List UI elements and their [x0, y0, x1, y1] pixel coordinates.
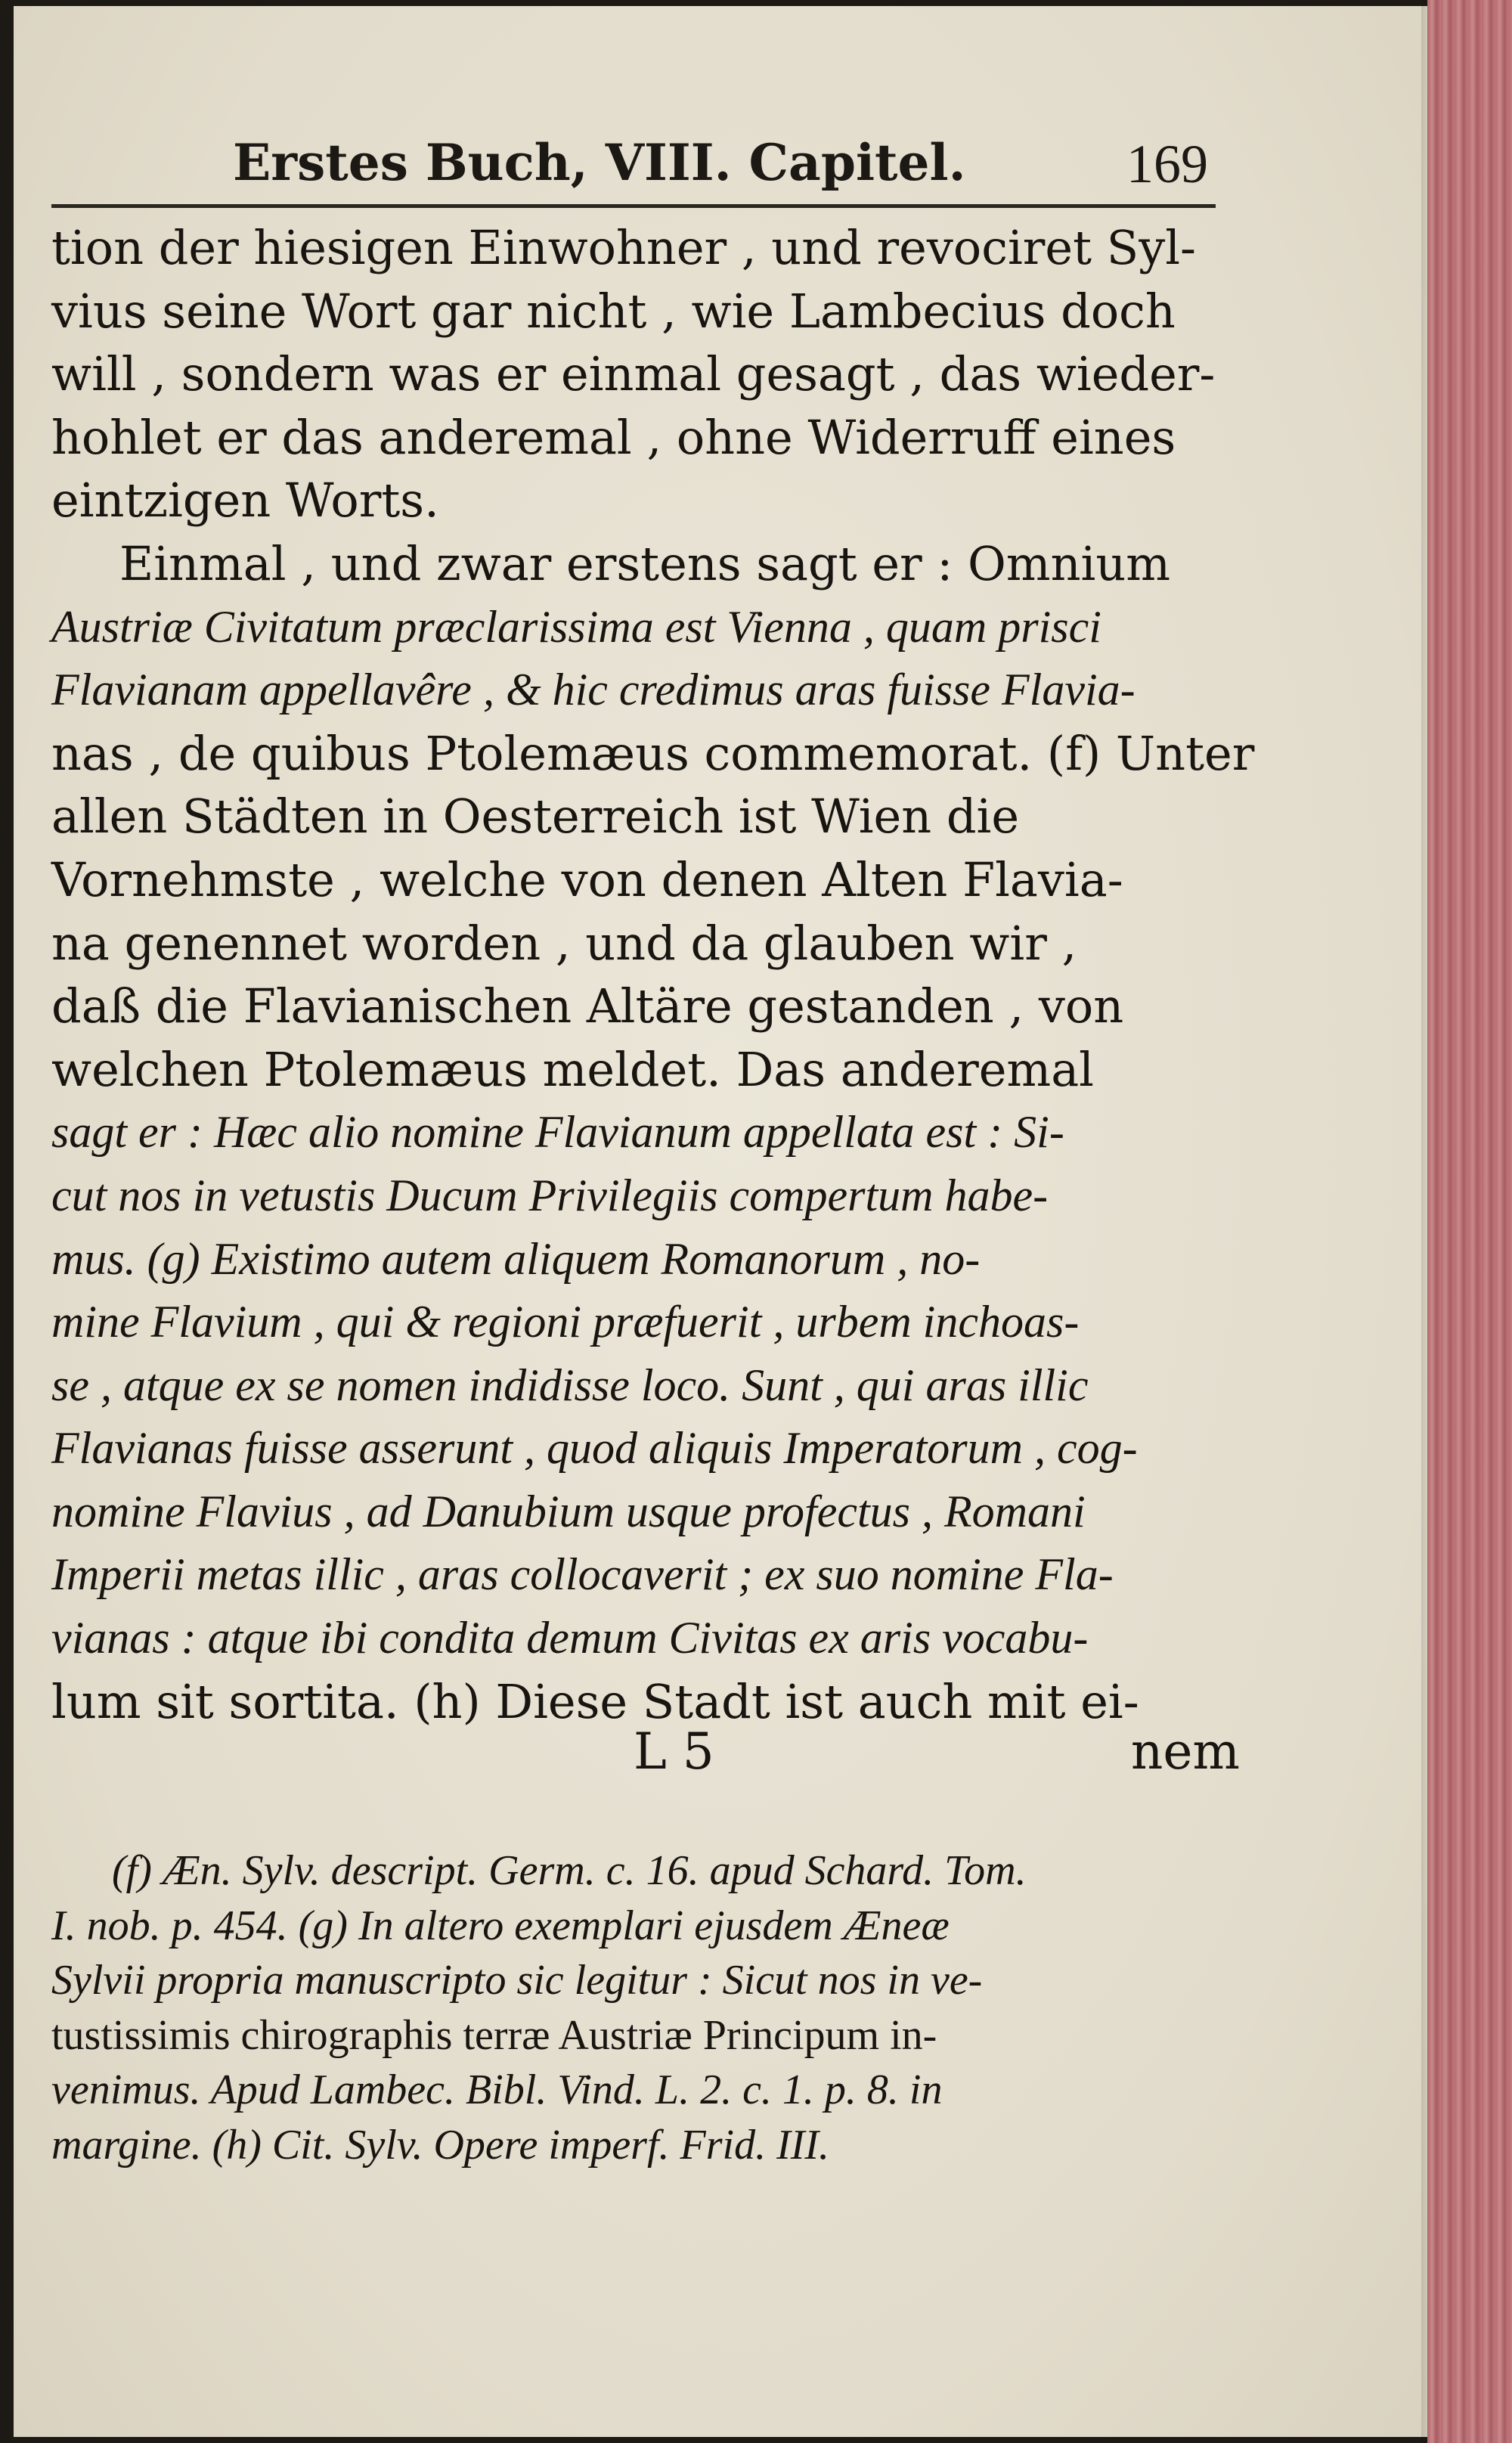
- footnote-line: (f) Æn. Sylv. descript. Germ. c. 16. apud Schard. Tom.: [112, 1847, 1027, 1894]
- page-number: 169: [1126, 134, 1208, 194]
- running-title: Erstes Buch, VIII. Capitel.: [233, 133, 966, 192]
- text-line: mine Flavium , qui & regioni præfuerit , urbem inchoas-: [51, 1297, 1080, 1347]
- text-line: Imperii metas illic , aras collocaverit ; ex suo nomine Fla-: [51, 1549, 1114, 1600]
- text-line: Einmal , und zwar erstens sagt er : Omnium: [119, 535, 1171, 591]
- text-line: sagt er : Hæc alio nomine Flavianum appellata est : Si-: [51, 1107, 1064, 1158]
- text-line: nas , de quibus Ptolemæus commemorat. (f) Unter: [51, 725, 1255, 781]
- text-line: mus. (g) Existimo autem aliquem Romanorum , no-: [51, 1233, 981, 1284]
- text-line: Vornehmste , welche von denen Alten Flavia-: [51, 851, 1123, 907]
- text-line: vianas : atque ibi condita demum Civitas ex aris vocabu-: [51, 1613, 1089, 1663]
- main-text: [51, 216, 1255, 1733]
- catchword: nem: [1130, 1722, 1240, 1781]
- text-line: vius seine Wort gar nicht , wie Lambecius doch: [51, 283, 1176, 339]
- footnotes: [51, 1843, 1240, 2172]
- text-line: tion der hiesigen Einwohner , und revociret Syl-: [51, 220, 1197, 275]
- text-line: se , atque ex se nomen indidisse loco. Sunt , qui aras illic: [51, 1359, 1089, 1410]
- page-edge-red: [1427, 0, 1512, 2443]
- page-edge-shadow: [1421, 0, 1432, 2443]
- text-line: daß die Flavianischen Altäre gestanden , von: [51, 978, 1124, 1034]
- footnote-line: Sylvii propria manuscripto sic legitur : Sicut nos in ve-: [51, 1957, 983, 2004]
- text-line: will , sondern was er einmal gesagt , das wieder-: [51, 346, 1216, 402]
- footnote-line: I. nob. p. 454. (g) In altero exemplari ejusdem Æneæ: [51, 1902, 950, 1949]
- header-rule: [51, 204, 1216, 208]
- footnote-line: tustissimis chirographis terræ Austriæ Principum in-: [51, 2011, 937, 2059]
- text-line: cut nos in vetustis Ducum Privilegiis compertum habe-: [51, 1170, 1049, 1220]
- footnote-line: venimus. Apud Lambec. Bibl. Vind. L. 2. c. 1. p. 8. in: [51, 2066, 943, 2113]
- text-line: lum sit sortita. (h) Diese Stadt ist auch mit ei-: [51, 1673, 1139, 1729]
- signature-mark: L 5: [634, 1722, 714, 1781]
- text-line: Flavianam appellavêre , & hic credimus aras fuisse Flavia-: [51, 665, 1136, 715]
- book-page: [14, 6, 1436, 2437]
- text-line: hohlet er das anderemal , ohne Widerruff eines: [51, 409, 1176, 465]
- text-line: nomine Flavius , ad Danubium usque profectus , Romani: [51, 1486, 1086, 1536]
- footnote-line: margine. (h) Cit. Sylv. Opere imperf. Frid. III.: [51, 2121, 830, 2169]
- text-line: welchen Ptolemæus meldet. Das anderemal: [51, 1041, 1094, 1097]
- text-line: Austriæ Civitatum præclarissima est Vienna , quam prisci: [51, 601, 1101, 652]
- text-line: eintzigen Worts.: [51, 473, 439, 529]
- catchline: [51, 1722, 1240, 1790]
- text-line: na genennet worden , und da glauben wir ,: [51, 915, 1077, 971]
- page-header: [233, 133, 1231, 201]
- text-line: Flavianas fuisse asserunt , quod aliquis Imperatorum , cog-: [51, 1423, 1138, 1474]
- text-line: allen Städten in Oesterreich ist Wien die: [51, 789, 1020, 845]
